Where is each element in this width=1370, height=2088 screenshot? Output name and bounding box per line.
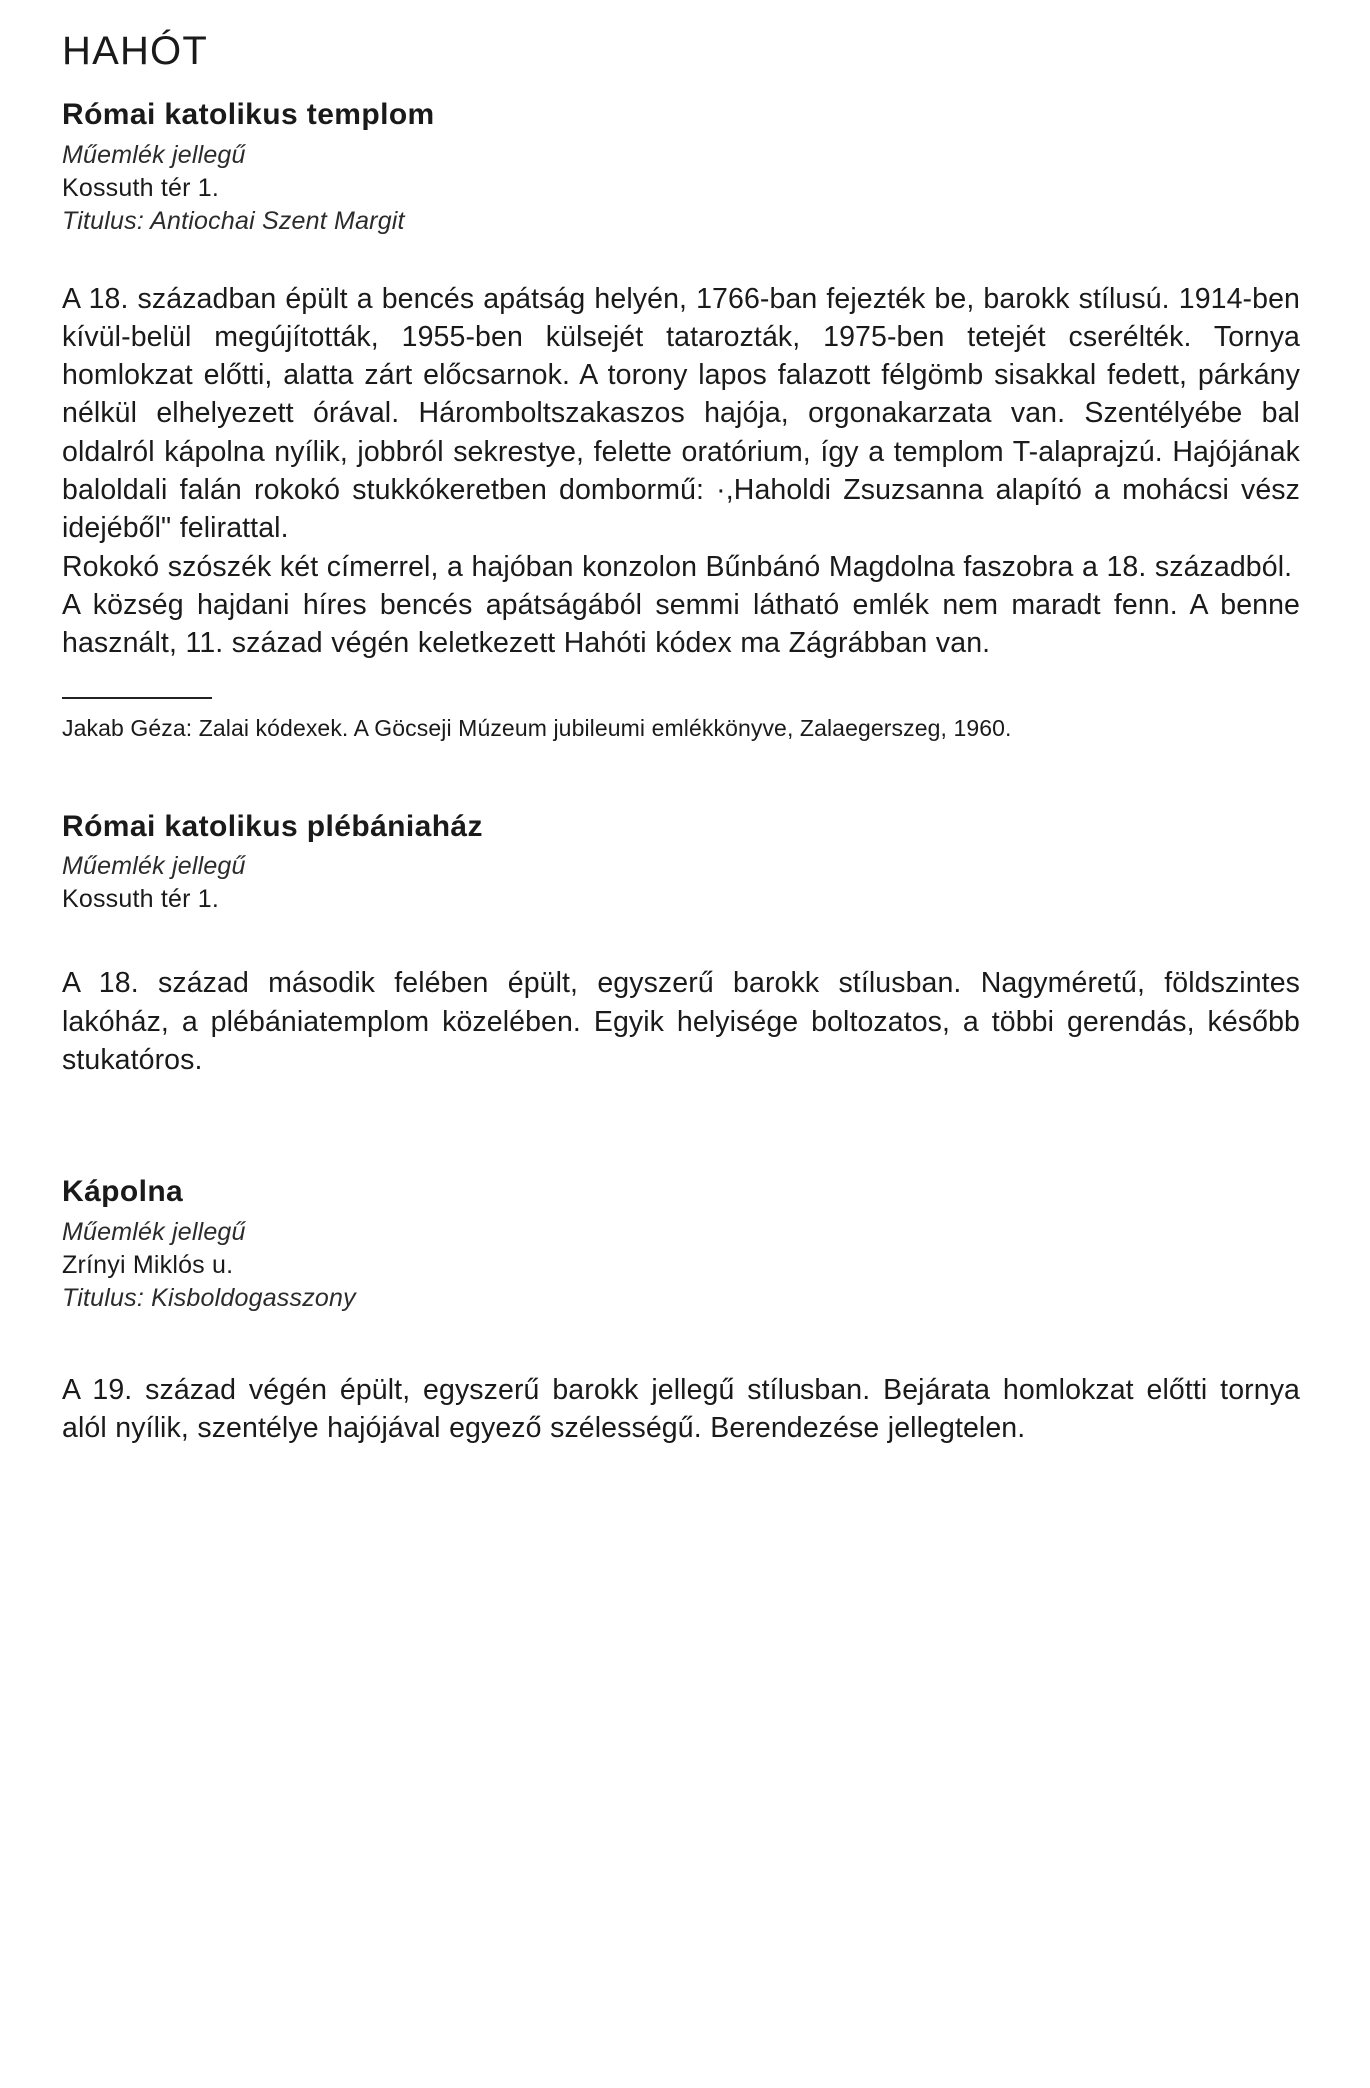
page-title: HAHÓT bbox=[62, 29, 208, 73]
entry-roman-catholic-church bbox=[62, 98, 1300, 744]
footnote-divider bbox=[62, 697, 212, 699]
entry-meta-line: Titulus: Kisboldogasszony bbox=[62, 1283, 356, 1312]
entry-meta-line: Zrínyi Miklós u. bbox=[62, 1250, 234, 1279]
entry-footnote: Jakab Géza: Zalai kódexek. A Göcseji Múzeum jubileumi emlékkönyve, Zalaegerszeg, 1960. bbox=[62, 714, 1012, 741]
entry-meta-line: Műemlék jellegű bbox=[62, 1217, 246, 1246]
entry-meta-line: Műemlék jellegű bbox=[62, 852, 246, 881]
entry-chapel bbox=[62, 1175, 1300, 1447]
entry-paragraph: A 19. század végén épült, egyszerű barokk jellegű stílusban. Bejárata homlokzat előtti tornya alól nyílik, szentélye hajójával egyező szélességű. Berendezése jellegtelen. bbox=[62, 1373, 1300, 1445]
entry-paragraph: A község hajdani híres bencés apátságából semmi látható emlék nem maradt fenn. A benne használt, 11. század végén keletkezett Hahóti kódex ma Zágrábban van. bbox=[62, 589, 1300, 660]
entry-title: Római katolikus plébániaház bbox=[62, 809, 483, 843]
entry-title: Kápolna bbox=[62, 1175, 184, 1209]
entry-parish-house bbox=[62, 810, 1300, 1079]
entry-meta-line: Kossuth tér 1. bbox=[62, 173, 220, 202]
entry-meta-line: Titulus: Antiochai Szent Margit bbox=[62, 206, 405, 235]
entry-meta bbox=[62, 1216, 1300, 1315]
entry-paragraph: A 18. század második felében épült, egyszerű barokk stílusban. Nagyméretű, földszintes lakóház, a plébániatemplom közelében. Egyik helyisége boltozatos, a többi gerendás, később stukatóros. bbox=[62, 967, 1300, 1076]
entry-paragraph: A 18. században épült a bencés apátság helyén, 1766-ban fejezték be, barokk stílusú. 1914-ben kívül-belül megújították, 1955-ben külsejét tatarozták, 1975-ben tetejét cserélték. Tornya homlokzat előtti, alatta zárt előcsarnok. A torony lapos falazott félgömb sisakkal fedett, párkány nélkül elhelyezett órával. Háromboltszakaszos hajója, orgonakarzata van. Szentélyébe bal oldalról kápolna nyílik, jobbról sekrestye, felette oratórium, így a templom T-alaprajzú. Hajójának baloldali falán rokokó stukkókeretben dombormű: ·,Haholdi Zsuzsanna alapító a mohácsi vész idejéből" felirattal. bbox=[62, 282, 1300, 545]
entry-meta-line: Kossuth tér 1. bbox=[62, 885, 220, 914]
entry-meta bbox=[62, 139, 1300, 238]
entry-title: Római katolikus templom bbox=[62, 98, 435, 131]
entry-meta bbox=[62, 850, 1300, 916]
entry-paragraph: Rokokó szószék két címerrel, a hajóban konzolon Bűnbánó Magdolna faszobra a 18. századból. bbox=[62, 550, 1293, 583]
entry-meta-line: Műemlék jellegű bbox=[62, 140, 246, 169]
